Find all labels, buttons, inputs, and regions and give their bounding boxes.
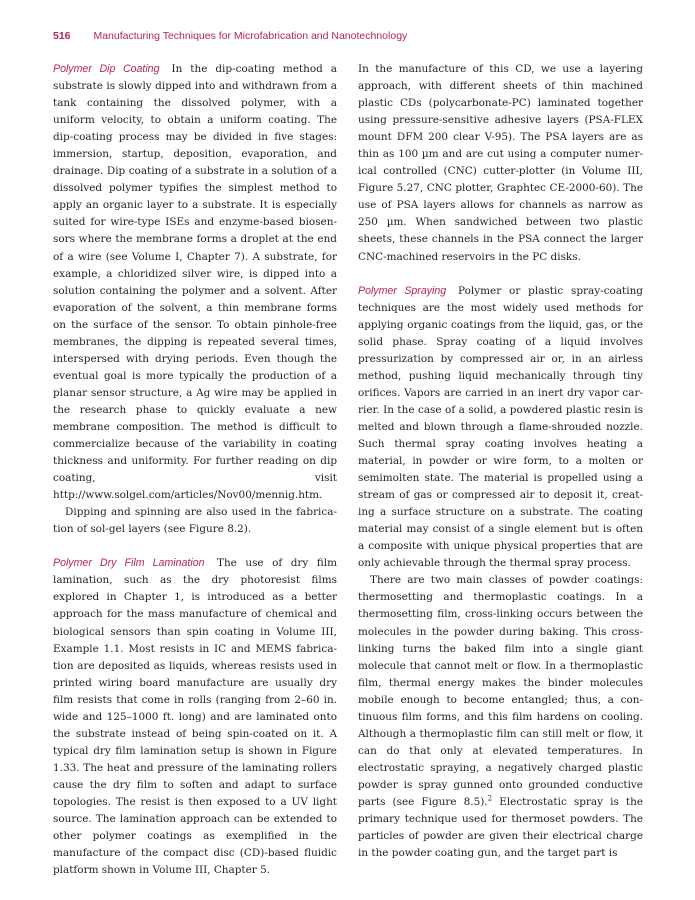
spraying-heading: Polymer Spraying xyxy=(358,284,447,297)
running-header xyxy=(53,30,653,46)
powder-text-b: Electrostatic spray is the primary technique used for thermoset powders. The particles of powder are given their electrical charge in the powder coating gun, and the target part is xyxy=(358,795,643,860)
dip-coating-paragraph xyxy=(53,61,337,504)
left-column xyxy=(53,61,337,879)
spraying-text: Polymer or plastic spray-coating techniques are the most widely used methods for applying organic coatings from the liquid, gas, or the solid phase. Spray coating of a liquid involves pressurization by compressed air or, in an airless method, pushing liquid mechanically through tiny orifices. Vapors are carried in an inert dry vapor carrier. In the case of a solid, a powdered plastic resin is melted and blown through a flame-shrouded nozzle. Such thermal spray coating involves heating a material, in powder or wire form, to a molten or semimolten state. The material is propelled using a stream of gas or compressed air to deposit it, creating a surface structure on a substrate. The coating material may consist of a single element but is often a composite with unique physical properties that are only achievable through the thermal spray process. xyxy=(358,284,643,570)
cd-manufacture-paragraph: In the manufacture of this CD, we use a layering approach, with different sheets of thin machined plastic CDs (polycarbonate-PC) laminated together using pressure-sensitive adhesive layers (PSA-FLEX mount DFM 200 clear V-95). The PSA layers are as thin as 100 µm and are cut using a computer numerical controlled (CNC) cutter-plotter (in Volume III, Figure 5.27, CNC plotter, Graphtec CE-2000-60). The use of PSA layers allows for channels as narrow as 250 µm. When sandwiched between two plastic sheets, these channels in the PSA connect the larger CNC-machined reservoirs in the PC disks. xyxy=(358,63,643,263)
right-column xyxy=(358,61,643,862)
running-title: Manufacturing Techniques for Microfabrication and Nanotechnology xyxy=(93,30,408,42)
dip-coating-heading: Polymer Dip Coating xyxy=(53,63,160,75)
powder-text-a: There are two main classes of powder coatings: thermosetting and thermoplastic coatings. In a thermosetting film, cross-linking occurs between the molecules in the powder during baking. This cross-linking turns the baked film into a single giant molecule that cannot melt or flow. In a thermoplastic film, thermal energy makes the binder molecules mobile enough to become entangled; thus, a continuous film forms, and this film hardens on cooling. Although a thermoplastic film can still melt or flow, it can do that only at elevated temperatures. In electrostatic spraying, a negatively charged plastic powder is spray gunned onto grounded conductive parts (see Figure 8.5). xyxy=(358,574,643,808)
dry-film-heading: Polymer Dry Film Lamination xyxy=(53,557,205,570)
dry-film-text: The use of dry film lamination, such as the dry photoresist films explored in Chapter 1, is introduced as a better approach for the mass manufacture of chemical and biological sensors than spin coating in Volume III, Example 1.1. Most resists in IC and MEMS fabrication are deposited as liquids, whereas resists used in printed wiring board manufacture are usually dry film resists that come in rolls (ranging from 2–60 in. wide and 125–1000 ft. long) and are laminated onto the substrate instead of being spin-coated on it. A typical dry film lamination setup is shown in Figure 1.33. The heat and pressure of the laminating rollers cause the dry film to soften and adapt to surface topologies. The resist is then exposed to a UV light source. The lamination approach can be extended to other polymer coatings as exemplified in the manufacture of the compact disc (CD)-based fluidic platform shown in Volume III, Chapter 5. xyxy=(53,557,337,877)
sol-gel-paragraph: Dipping and spinning are also used in the fabrication of sol-gel layers (see Figure 8.2). xyxy=(53,506,337,536)
dry-film-paragraph xyxy=(53,555,337,879)
page-number: 516 xyxy=(53,30,71,42)
spraying-paragraph xyxy=(358,283,643,573)
powder-coatings-paragraph xyxy=(358,572,643,862)
dip-coating-text: In the dip-coating method a substrate is slowly dipped into and withdrawn from a tank containing the dissolved polymer, with a uniform velocity, to obtain a uniform coating. The dip-coating process may be divided in five stages: immersion, startup, deposition, evaporation, and drainage. Dip coating of a substrate in a solution of a dissolved polymer typifies the simplest method to apply an organic layer to a substrate. It is especially suited for wire-type ISEs and enzyme-based biosensors where the membrane forms a droplet at the end of a wire (see Volume I, Chapter 7). A substrate, for example, a chloridized silver wire, is dipped into a solution containing the polymer and a solvent. After evaporation of the solvent, a thin membrane forms on the surface of the sensor. To obtain pinhole-free membranes, the dipping is repeated several times, interspersed with drying periods. Even though the eventual goal is more typically the production of a planar sensor structure, a Ag wire may be applied in the research phase to quickly evaluate a new membrane composition. The method is difficult to commercialize because of the variability in coating thickness and uniformity. For further reading on dip coating, visit http://www.solgel.com/articles/Nov00/mennig.htm. xyxy=(53,63,337,502)
footnote-ref: 2 xyxy=(487,794,493,803)
